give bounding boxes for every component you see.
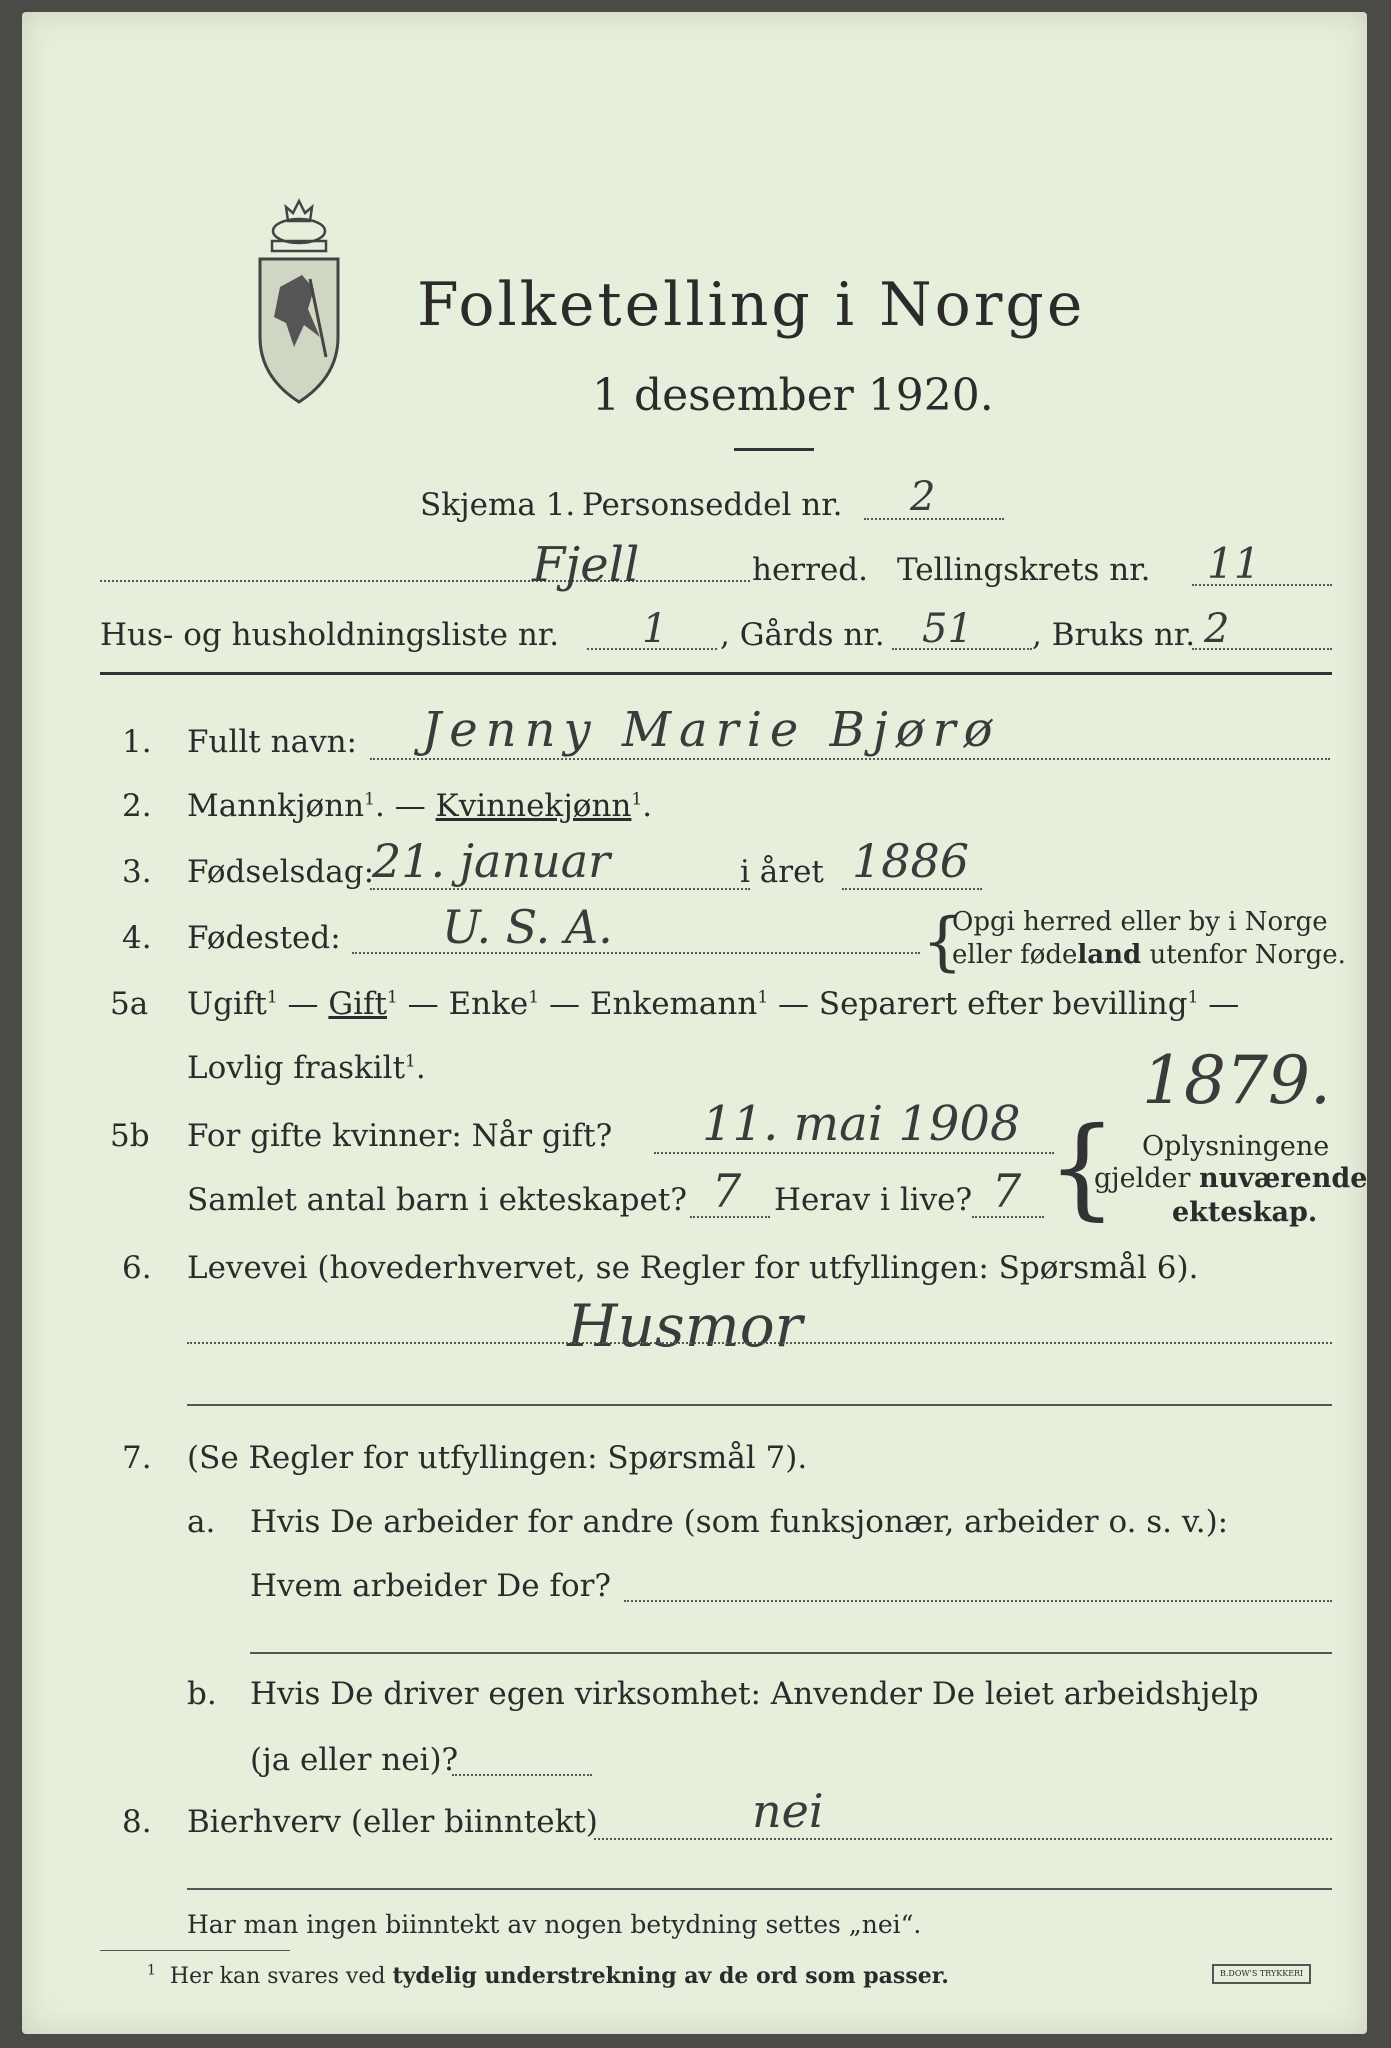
footnote-bold: tydelig understrekning av de ord som passer. — [392, 1963, 949, 1989]
q3-year-label: i året — [740, 854, 824, 890]
hus-line — [587, 648, 717, 650]
footer-note: Har man ingen biinntekt av nogen betydning settes „nei“. — [187, 1910, 922, 1939]
q6-line1 — [187, 1342, 1332, 1344]
footnote-sup: 1 — [757, 987, 769, 1008]
personseddel-line — [864, 518, 1004, 520]
q3-number: 3. — [122, 854, 152, 890]
q6-occupation-value: Husmor — [567, 1292, 803, 1360]
hus-label: Hus- og husholdningsliste nr. — [100, 617, 560, 653]
q4-number: 4. — [122, 920, 152, 956]
q1-full-name-value: Jenny Marie Bjørø — [422, 702, 1001, 758]
q5b-barn-label: Samlet antal barn i ekteskapet? — [187, 1182, 687, 1218]
q5b-barn-line — [690, 1216, 770, 1218]
norway-coat-of-arms-icon — [250, 197, 348, 407]
q5a-gift: Gift — [328, 986, 387, 1022]
q3-label: Fødselsdag: — [187, 854, 375, 890]
q4-note-part: eller føde — [952, 940, 1078, 970]
q5b-label: For gifte kvinner: Når gift? — [187, 1118, 613, 1154]
tellingskrets-value: 11 — [1207, 539, 1261, 588]
q7a-question: Hvem arbeider De for? — [250, 1568, 612, 1604]
q8-label: Bierhverv (eller biinntekt) — [187, 1804, 598, 1840]
q6-label: Levevei (hovederhvervet, se Regler for utfyllingen: Spørsmål 6). — [187, 1250, 1199, 1286]
q3-birthday-value: 21. januar — [372, 834, 611, 888]
q5a-number: 5a — [110, 986, 149, 1022]
q5b-live-label: Herav i live? — [774, 1182, 973, 1218]
q7-label: (Se Regler for utfyllingen: Spørsmål 7). — [187, 1440, 808, 1476]
footnote-sup: 1 — [266, 987, 278, 1008]
q5b-marriage-date-value: 11. mai 1908 — [702, 1096, 1021, 1152]
q6-line2 — [187, 1404, 1332, 1406]
q8-line2 — [187, 1888, 1332, 1890]
q5b-live-line — [972, 1216, 1044, 1218]
q3-year-line — [842, 888, 982, 890]
herred-value: Fjell — [532, 537, 640, 593]
census-form-page — [22, 12, 1367, 2034]
herred-line — [100, 580, 750, 582]
gards-label: , Gårds nr. — [720, 617, 885, 653]
q5b-note-part: gjelder — [1094, 1163, 1200, 1194]
q7b-question: (ja eller nei)? — [250, 1742, 459, 1778]
personseddel-value: 2 — [910, 474, 936, 520]
herred-label: herred. — [752, 552, 868, 588]
q2-mannkjonn: Mannkjønn — [187, 788, 365, 824]
q5a-fraskilt: Lovlig fraskilt — [187, 1050, 406, 1086]
printer-stamp: B.DOW'S TRYKKERI — [1212, 1964, 1311, 1984]
census-date: 1 desember 1920. — [592, 370, 994, 421]
q5a-separert: Separert efter bevilling — [818, 986, 1188, 1022]
q4-note-part: utenfor Norge. — [1141, 940, 1346, 970]
q7-number: 7. — [122, 1440, 152, 1476]
bruks-label: , Bruks nr. — [1032, 617, 1196, 653]
separator: . — — [374, 788, 436, 824]
q5b-line — [654, 1152, 1054, 1154]
q7a-line2 — [250, 1652, 1332, 1654]
q5b-number: 5b — [110, 1118, 150, 1154]
q8-line — [594, 1838, 1332, 1840]
q5b-note-line2 — [1094, 1164, 1367, 1194]
q3-year-value: 1886 — [852, 834, 970, 888]
q8-number: 8. — [122, 1804, 152, 1840]
q5a-enkemann: Enkemann — [589, 986, 758, 1022]
personseddel-label: Personseddel nr. — [582, 487, 843, 523]
q1-line — [370, 758, 1330, 760]
tellingskrets-line — [1192, 584, 1332, 586]
q5b-live-value: 7 — [992, 1164, 1022, 1218]
q7a-line1 — [624, 1600, 1332, 1602]
tellingskrets-label: Tellingskrets nr. — [897, 552, 1151, 588]
page-title: Folketelling i Norge — [417, 270, 1086, 340]
bruks-value: 2 — [1204, 606, 1230, 652]
q2-gender-options — [187, 788, 652, 824]
period: . — [642, 788, 653, 824]
q8-value: nei — [752, 1784, 824, 1838]
footnote-sup: 1 — [364, 789, 375, 810]
q1-number: 1. — [122, 724, 152, 760]
q4-line — [352, 952, 920, 954]
footnote-sup: 1 — [631, 789, 643, 810]
q4-note-bold: land — [1077, 940, 1142, 970]
q2-number: 2. — [122, 788, 152, 824]
q7a-number: a. — [187, 1504, 216, 1540]
q4-label: Fødested: — [187, 920, 341, 956]
q5a-marital-options: Ugift$^1$ — Gift$^1$ — Enke$^1$ — Enkemann$^1$ — Separert efter bevilling$^1$ — — [187, 986, 1240, 1022]
q4-note-line2 — [952, 940, 1346, 970]
title-divider — [734, 448, 814, 451]
q4-birthplace-value: U. S. A. — [442, 900, 613, 954]
footnote-sup: 1 — [528, 987, 540, 1008]
q1-label: Fullt navn: — [187, 724, 357, 760]
q5a-line2: Lovlig fraskilt$^1$. — [187, 1050, 426, 1086]
q7b-label: Hvis De driver egen virksomhet: Anvender De leiet arbeidshjelp — [250, 1676, 1259, 1712]
section-divider — [100, 672, 1332, 675]
hus-value: 1 — [642, 606, 668, 652]
q5a-ugift: Ugift — [187, 986, 267, 1022]
gards-value: 51 — [922, 606, 973, 652]
q7b-number: b. — [187, 1676, 217, 1712]
q5b-note-line1: Oplysningene — [1142, 1131, 1330, 1162]
q6-number: 6. — [122, 1250, 152, 1286]
skjema-label: Skjema 1. — [420, 487, 576, 523]
q5a-margin-note: 1879. — [1142, 1042, 1331, 1119]
q5a-enke: Enke — [448, 986, 529, 1022]
footnote-text: Her kan svares ved — [169, 1964, 393, 1989]
q7b-line — [452, 1774, 592, 1776]
footnote-sup: 1 — [405, 1051, 416, 1072]
q4-brace: { — [922, 905, 963, 979]
q5b-brace: { — [1047, 1103, 1117, 1231]
q4-note-line1: Opgi herred eller by i Norge — [952, 907, 1328, 937]
q2-kvinnekjonn: Kvinnekjønn — [435, 788, 632, 824]
footnote-sup: 1 — [1187, 987, 1199, 1008]
q5b-barn-value: 7 — [712, 1164, 742, 1218]
footnote — [147, 1962, 949, 1991]
q7a-label: Hvis De arbeider for andre (som funksjonær, arbeider o. s. v.): — [250, 1504, 1229, 1540]
q5b-note-line3: ekteskap. — [1172, 1197, 1318, 1228]
q5b-note-bold: nuværende — [1199, 1163, 1368, 1194]
gards-line — [892, 648, 1032, 650]
footnote-divider — [100, 1950, 290, 1951]
q3-line — [370, 888, 750, 890]
footnote-sup: 1 — [386, 987, 398, 1008]
bruks-line — [1192, 648, 1332, 650]
footnote-mark: 1 — [147, 1962, 156, 1979]
